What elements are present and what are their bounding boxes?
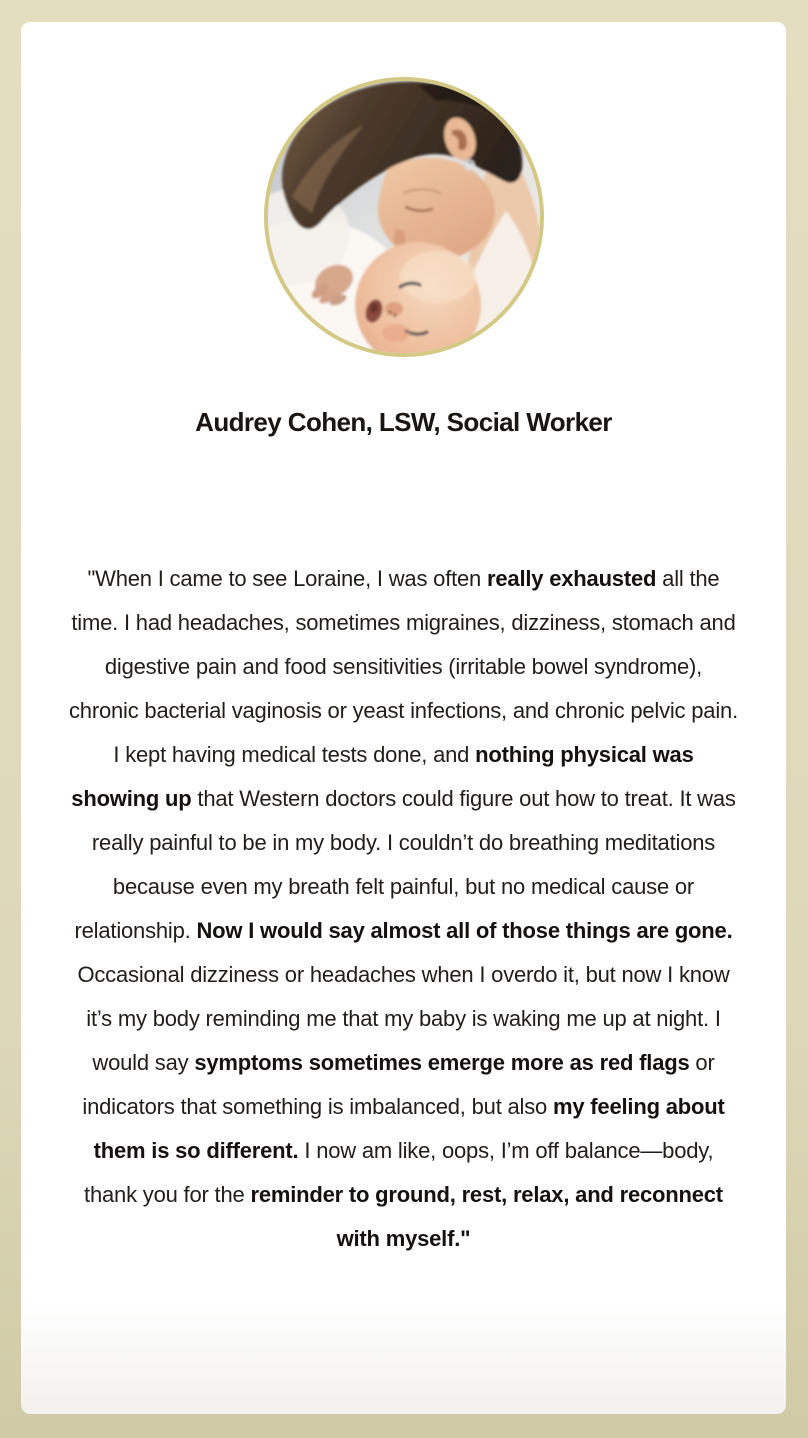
testimonial-bold-segment: nothing physical was showing up <box>71 741 694 811</box>
person-name-heading: Audrey Cohen, LSW, Social Worker <box>195 407 612 437</box>
testimonial-text-segment: "When I came to see Loraine, I was often <box>87 565 488 591</box>
testimonial-bold-segment: Now I would say almost all of those things are gone. <box>196 917 733 943</box>
testimonial-bold-segment: my feeling about them is so different. <box>93 1093 725 1163</box>
testimonial-text-segment: all the time. I had headaches, sometimes migraines, dizziness, stomach and digestive pain and food sensitivities (irritable bowel syndrome), chronic bacterial vaginosis or yeast infections, and chronic pelvic pain. I kept having medical tests done, and <box>69 565 738 767</box>
mother-and-baby-photo-illustration <box>268 81 540 353</box>
testimonial-text-segment: I now am like, oops, I’m off balance—body, thank you for the <box>84 1137 714 1207</box>
testimonial-bold-segment: really exhausted <box>487 565 657 591</box>
baby-cheek <box>382 324 410 342</box>
testimonial-bold-segment: symptoms sometimes emerge more as red flags <box>194 1049 690 1075</box>
testimonial-card <box>21 22 786 1414</box>
testimonial-text-segment: Occasional dizziness or headaches when I overdo it, but now I know it’s my body reminding me that my baby is waking me up at night. I would say <box>77 961 730 1075</box>
testimonial-text-segment: that Western doctors could figure out how to treat. It was really painful to be in my body. I couldn’t do breathing meditations because even my breath felt painful, but no medical cause or relationship. <box>74 785 736 943</box>
testimonial-text-segment: or indicators that something is imbalanced, but also <box>82 1049 715 1119</box>
testimonial-bold-segment: reminder to ground, rest, relax, and reconnect with myself." <box>250 1181 723 1251</box>
testimonial-paragraph <box>68 557 740 1261</box>
profile-photo <box>264 77 544 357</box>
baby-head-highlight <box>400 251 476 303</box>
